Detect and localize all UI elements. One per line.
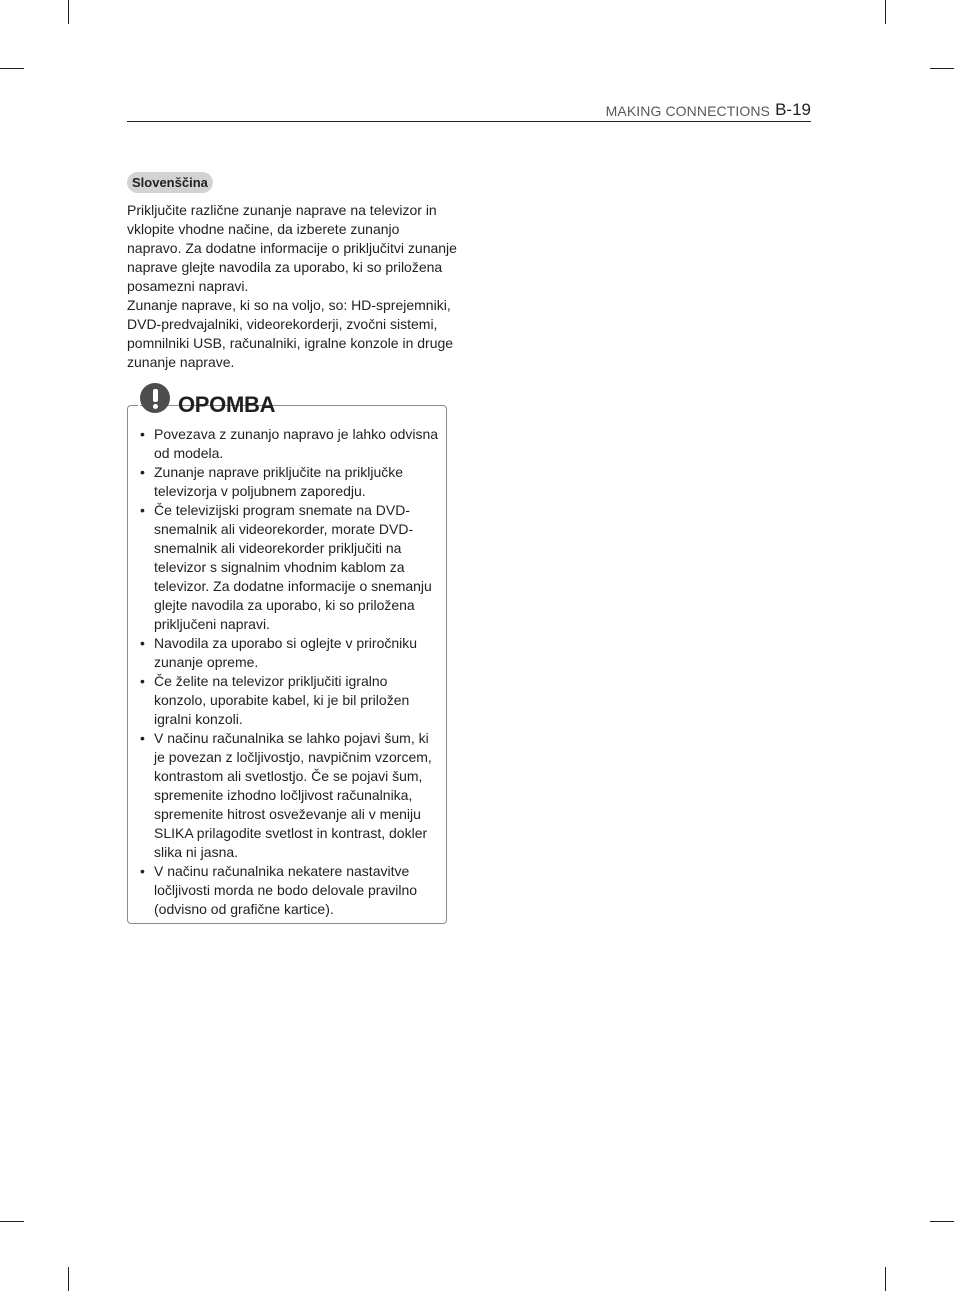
page-number: B-19 bbox=[775, 100, 811, 119]
crop-mark bbox=[885, 0, 886, 24]
list-item: • Povezava z zunanjo napravo je lahko odvisna od modela. bbox=[140, 425, 440, 463]
crop-mark bbox=[0, 68, 24, 69]
list-item: • Navodila za uporabo si oglejte v priročniku zunanje opreme. bbox=[140, 634, 440, 672]
list-item: • Če želite na televizor priključiti igralno konzolo, uporabite kabel, ki je bil priložen igralni konzoli. bbox=[140, 672, 440, 729]
crop-mark bbox=[68, 1267, 69, 1291]
list-item: • V načinu računalnika se lahko pojavi šum, ki je povezan z ločljivostjo, navpičnim vzorcem, kontrastom ali svetlostjo. Če se pojavi šum, spremenite izhodno ločljivost računalnika, spremenite hitrost osveževanje ali v meniju SLIKA prilagodite svetlost in kontrast, dokler slika ni jasna. bbox=[140, 729, 440, 862]
exclamation-icon bbox=[140, 383, 170, 413]
note-list bbox=[140, 425, 440, 919]
header-divider bbox=[127, 121, 811, 122]
list-item: • Če televizijski program snemate na DVD-snemalnik ali videorekorder, morate DVD-snemalnik ali videorekorder priključiti na televizor s signalnim vhodnim kablom za televizor. Za dodatne informacije o snemanju glejte navodila za uporabo, ki so priložena priključeni napravi. bbox=[140, 501, 440, 634]
note-title: OPOMBA bbox=[178, 392, 276, 417]
crop-mark bbox=[0, 1221, 24, 1222]
page-header bbox=[127, 98, 811, 122]
list-item: • V načinu računalnika nekatere nastavitve ločljivosti morda ne bodo delovale pravilno (odvisno od grafične kartice). bbox=[140, 862, 440, 919]
list-item: • Zunanje naprave priključite na priključke televizorja v poljubnem zaporedju. bbox=[140, 463, 440, 501]
intro-text bbox=[127, 201, 457, 372]
crop-mark bbox=[885, 1267, 886, 1291]
section-title: MAKING CONNECTIONS bbox=[605, 103, 770, 119]
intro-paragraph: Zunanje naprave, ki so na voljo, so: HD-sprejemniki, DVD-predvajalniki, videorekorderji, zvočni sistemi, pomnilniki USB, računalniki, igralne konzole in druge zunanje naprave. bbox=[127, 297, 454, 370]
crop-mark bbox=[68, 0, 69, 24]
crop-mark bbox=[930, 1221, 954, 1222]
note-heading bbox=[138, 381, 276, 421]
crop-mark bbox=[930, 68, 954, 69]
language-badge: Slovenščina bbox=[127, 172, 213, 193]
intro-paragraph: Priključite različne zunanje naprave na televizor in vklopite vhodne načine, da izberete zunanjo napravo. Za dodatne informacije o priključitvi zunanje naprave glejte navodila za uporabo, ki so priložena posamezni napravi. bbox=[127, 202, 457, 294]
